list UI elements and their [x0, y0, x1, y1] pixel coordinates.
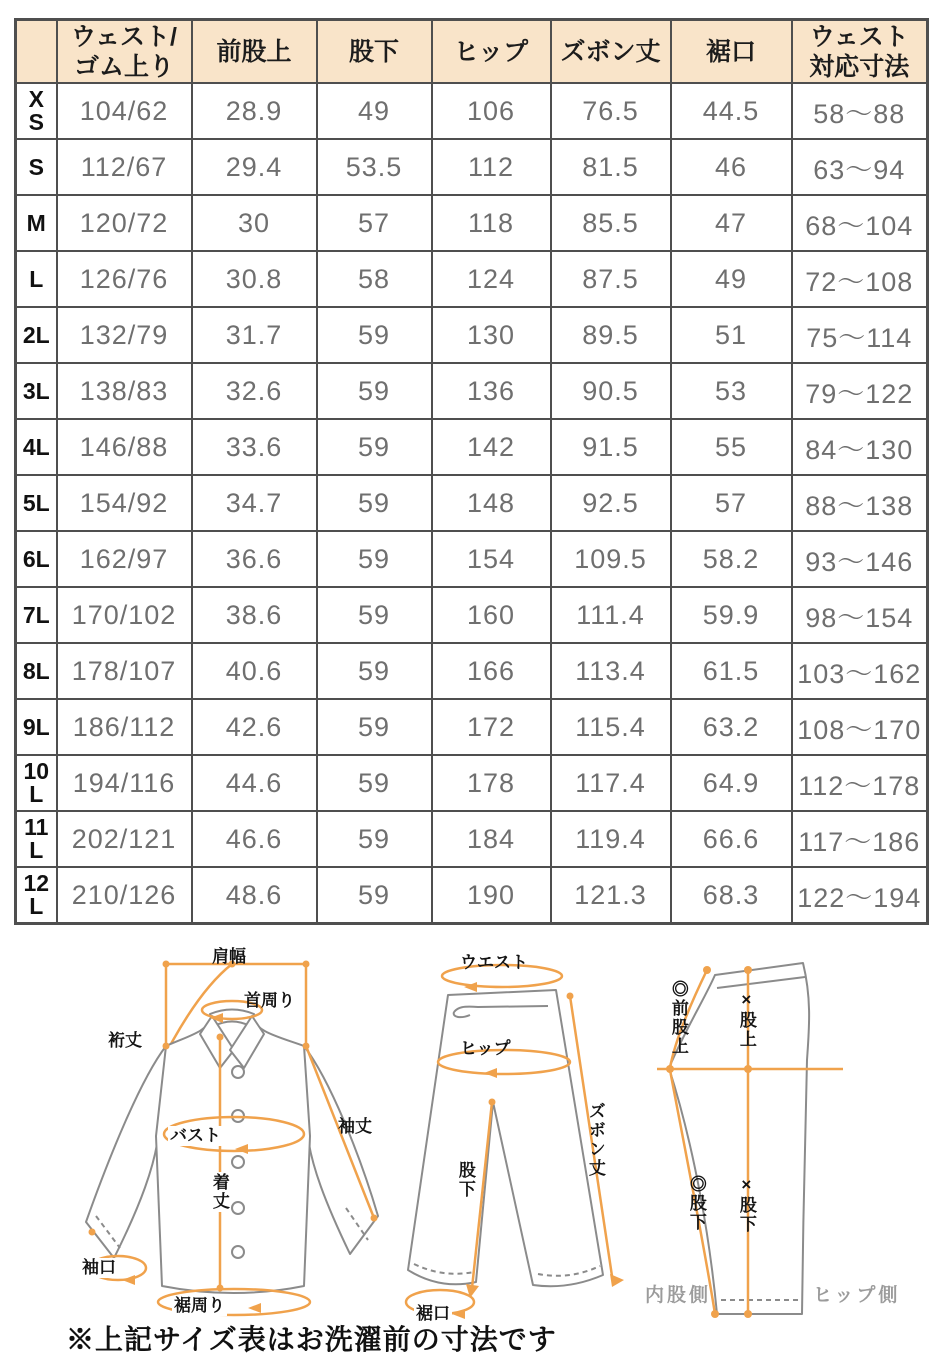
cell-hem: 64.9	[671, 755, 792, 811]
table-row	[16, 811, 928, 867]
cell-front-rise: 29.4	[192, 139, 317, 195]
cell-front-rise: 28.9	[192, 83, 317, 139]
cell-pants-length: 119.4	[551, 811, 671, 867]
header-hip: ヒップ	[432, 20, 551, 84]
table-row	[16, 531, 928, 587]
cell-front-rise: 42.6	[192, 699, 317, 755]
cell-waist-elastic: 104/62	[57, 83, 192, 139]
cell-hip: 124	[432, 251, 551, 307]
size-label: XS	[16, 83, 57, 139]
cell-hip: 112	[432, 139, 551, 195]
cell-waist-elastic: 210/126	[57, 867, 192, 924]
cell-waist-range: 98〜154	[792, 587, 928, 643]
shirt-bust-label: バスト	[170, 1126, 221, 1145]
cell-front-rise: 44.6	[192, 755, 317, 811]
table-row	[16, 363, 928, 419]
cell-hem: 53	[671, 363, 792, 419]
cell-pants-length: 76.5	[551, 83, 671, 139]
cell-front-rise: 48.6	[192, 867, 317, 924]
size-label: 11L	[16, 811, 57, 867]
cell-hem: 51	[671, 307, 792, 363]
cell-waist-range: 88〜138	[792, 475, 928, 531]
cell-pants-length: 111.4	[551, 587, 671, 643]
shirt-shoulder-width-label: 肩幅	[212, 947, 246, 966]
cell-waist-range: 68〜104	[792, 195, 928, 251]
size-label: 7L	[16, 587, 57, 643]
cell-front-rise: 36.6	[192, 531, 317, 587]
cell-hem: 63.2	[671, 699, 792, 755]
cell-hip: 190	[432, 867, 551, 924]
cell-hip: 130	[432, 307, 551, 363]
size-label: 3L	[16, 363, 57, 419]
size-label: 2L	[16, 307, 57, 363]
table-row	[16, 475, 928, 531]
shirt-yuki-length-label: 裄丈	[108, 1031, 142, 1050]
cell-waist-range: 79〜122	[792, 363, 928, 419]
pants-length-label: ズボン丈	[585, 1102, 605, 1178]
cell-waist-elastic: 120/72	[57, 195, 192, 251]
size-label: L	[16, 251, 57, 307]
cell-hem: 59.9	[671, 587, 792, 643]
cell-waist-range: 84〜130	[792, 419, 928, 475]
size-label: 8L	[16, 643, 57, 699]
cell-hip: 148	[432, 475, 551, 531]
table-row	[16, 195, 928, 251]
shirt-diagram	[60, 947, 400, 1325]
cell-front-rise: 32.6	[192, 363, 317, 419]
header-hem: 裾口	[671, 20, 792, 84]
cell-hem: 46	[671, 139, 792, 195]
table-row	[16, 643, 928, 699]
cell-hem: 49	[671, 251, 792, 307]
pattern-inner-side-label: 内股側	[645, 1285, 712, 1306]
pattern-inseam-x-label: ×股下	[736, 1175, 756, 1234]
size-label: 9L	[16, 699, 57, 755]
cell-inseam: 58	[317, 251, 432, 307]
shirt-sleeve-length-label: 袖丈	[338, 1117, 372, 1136]
pattern-drawing	[645, 950, 940, 1325]
header-row	[16, 20, 928, 84]
cell-inseam: 59	[317, 643, 432, 699]
pre-wash-note: ※上記サイズ表はお洗濯前の寸法です	[66, 1324, 557, 1355]
cell-hip: 184	[432, 811, 551, 867]
cell-inseam: 59	[317, 867, 432, 924]
size-label: M	[16, 195, 57, 251]
cell-waist-range: 58〜88	[792, 83, 928, 139]
pattern-rise-label: ×股上	[736, 990, 756, 1049]
pattern-inseam-front-label: ◎股下	[686, 1175, 706, 1232]
cell-hip: 106	[432, 83, 551, 139]
cell-hip: 118	[432, 195, 551, 251]
cell-hip: 172	[432, 699, 551, 755]
cell-inseam: 59	[317, 363, 432, 419]
cell-pants-length: 92.5	[551, 475, 671, 531]
pants-inseam-label: 股下	[455, 1161, 475, 1199]
cell-pants-length: 90.5	[551, 363, 671, 419]
table-row	[16, 755, 928, 811]
header-waist-elastic: ウェスト/ゴム上り	[57, 20, 192, 84]
table-row	[16, 251, 928, 307]
cell-front-rise: 30	[192, 195, 317, 251]
cell-inseam: 59	[317, 419, 432, 475]
cell-inseam: 59	[317, 755, 432, 811]
cell-hem: 66.6	[671, 811, 792, 867]
cell-inseam: 59	[317, 475, 432, 531]
cell-hip: 160	[432, 587, 551, 643]
cell-waist-elastic: 132/79	[57, 307, 192, 363]
pants-waist-label: ウエスト	[460, 953, 528, 972]
cell-inseam: 59	[317, 699, 432, 755]
cell-waist-range: 108〜170	[792, 699, 928, 755]
cell-waist-elastic: 112/67	[57, 139, 192, 195]
cell-hem: 47	[671, 195, 792, 251]
cell-waist-elastic: 146/88	[57, 419, 192, 475]
cell-inseam: 59	[317, 531, 432, 587]
header-inseam: 股下	[317, 20, 432, 84]
pants-diagram	[388, 950, 650, 1325]
table-row	[16, 587, 928, 643]
cell-pants-length: 113.4	[551, 643, 671, 699]
pattern-front-rise-label: ◎前股上	[668, 980, 688, 1056]
size-label: 5L	[16, 475, 57, 531]
header-size	[16, 20, 57, 84]
cell-pants-length: 115.4	[551, 699, 671, 755]
cell-front-rise: 40.6	[192, 643, 317, 699]
cell-waist-range: 103〜162	[792, 643, 928, 699]
cell-pants-length: 81.5	[551, 139, 671, 195]
cell-waist-range: 117〜186	[792, 811, 928, 867]
cell-waist-range: 75〜114	[792, 307, 928, 363]
pattern-diagram	[645, 950, 940, 1325]
size-label: S	[16, 139, 57, 195]
cell-pants-length: 117.4	[551, 755, 671, 811]
cell-pants-length: 85.5	[551, 195, 671, 251]
cell-waist-range: 72〜108	[792, 251, 928, 307]
size-table-body	[16, 83, 928, 924]
cell-front-rise: 31.7	[192, 307, 317, 363]
cell-inseam: 59	[317, 811, 432, 867]
header-front-rise: 前股上	[192, 20, 317, 84]
size-label: 10L	[16, 755, 57, 811]
cell-inseam: 59	[317, 587, 432, 643]
cell-waist-elastic: 154/92	[57, 475, 192, 531]
cell-hem: 57	[671, 475, 792, 531]
size-label: 12L	[16, 867, 57, 924]
cell-pants-length: 91.5	[551, 419, 671, 475]
cell-hip: 154	[432, 531, 551, 587]
cell-hip: 142	[432, 419, 551, 475]
table-row	[16, 139, 928, 195]
cell-hem: 44.5	[671, 83, 792, 139]
pants-outline	[408, 990, 603, 1286]
cell-waist-range: 112〜178	[792, 755, 928, 811]
shirt-body-length-label: 着丈	[209, 1173, 229, 1211]
cell-waist-elastic: 138/83	[57, 363, 192, 419]
shirt-hem-around-label: 裾周り	[174, 1296, 225, 1315]
cell-pants-length: 121.3	[551, 867, 671, 924]
pattern-hip-side-label: ヒップ側	[813, 1285, 901, 1306]
cell-inseam: 53.5	[317, 139, 432, 195]
cell-waist-elastic: 162/97	[57, 531, 192, 587]
shirt-neck-label: 首周り	[244, 991, 295, 1010]
cell-inseam: 49	[317, 83, 432, 139]
cell-inseam: 59	[317, 307, 432, 363]
cell-waist-range: 122〜194	[792, 867, 928, 924]
header-waist-range: ウェスト対応寸法	[792, 20, 928, 84]
cell-inseam: 57	[317, 195, 432, 251]
header-pants-length: ズボン丈	[551, 20, 671, 84]
cell-pants-length: 87.5	[551, 251, 671, 307]
size-table	[14, 18, 929, 925]
cell-hip: 166	[432, 643, 551, 699]
table-row	[16, 419, 928, 475]
cell-front-rise: 33.6	[192, 419, 317, 475]
cell-waist-elastic: 202/121	[57, 811, 192, 867]
size-label: 4L	[16, 419, 57, 475]
shirt-cuff-label: 袖口	[82, 1258, 116, 1277]
cell-hem: 68.3	[671, 867, 792, 924]
cell-hem: 61.5	[671, 643, 792, 699]
cell-front-rise: 46.6	[192, 811, 317, 867]
pants-hip-label: ヒップ	[460, 1039, 511, 1058]
size-label: 6L	[16, 531, 57, 587]
pants-hem-label: 裾口	[416, 1304, 450, 1323]
cell-front-rise: 34.7	[192, 475, 317, 531]
cell-waist-elastic: 126/76	[57, 251, 192, 307]
table-row	[16, 699, 928, 755]
table-row	[16, 307, 928, 363]
cell-waist-elastic: 178/107	[57, 643, 192, 699]
cell-hip: 178	[432, 755, 551, 811]
cell-hem: 58.2	[671, 531, 792, 587]
cell-waist-elastic: 170/102	[57, 587, 192, 643]
table-row	[16, 867, 928, 924]
cell-hip: 136	[432, 363, 551, 419]
cell-waist-range: 63〜94	[792, 139, 928, 195]
cell-pants-length: 109.5	[551, 531, 671, 587]
table-row	[16, 83, 928, 139]
cell-front-rise: 30.8	[192, 251, 317, 307]
cell-waist-elastic: 194/116	[57, 755, 192, 811]
cell-pants-length: 89.5	[551, 307, 671, 363]
cell-front-rise: 38.6	[192, 587, 317, 643]
cell-waist-elastic: 186/112	[57, 699, 192, 755]
cell-waist-range: 93〜146	[792, 531, 928, 587]
cell-hem: 55	[671, 419, 792, 475]
pants-drawing	[388, 950, 650, 1325]
